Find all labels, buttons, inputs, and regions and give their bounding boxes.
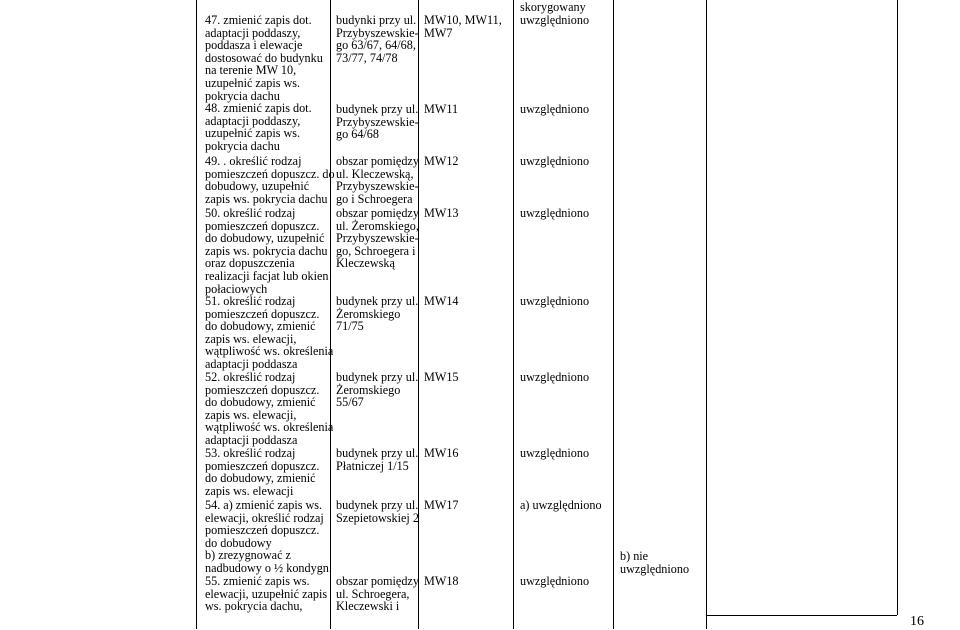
zone-cell: MW13 — [424, 206, 459, 220]
location-cell: budynek przy ul. Przybyszewskie- go 64/68 — [336, 102, 419, 142]
page-number: 16 — [910, 614, 924, 629]
table-column-divider — [613, 0, 614, 629]
table-border-right — [897, 0, 898, 615]
decision-cell: uwzględniono — [520, 370, 590, 384]
zone-cell: MW16 — [424, 446, 459, 460]
location-cell: obszar pomiędzy ul. Żeromskiego, Przybyszewskie- go, Schroegera i Kleczewską — [336, 206, 419, 271]
table-border-bottom — [706, 615, 897, 616]
location-cell: obszar pomiędzy ul. Kleczewską, Przybyszewskie- go i Schroegera — [336, 154, 419, 206]
location-cell: obszar pomiędzy ul. Schroegera, Kleczewski i — [336, 574, 419, 614]
request-cell: 55. zmienić zapis ws. elewacji, uzupełnić zapis ws. pokrycia dachu, — [205, 574, 328, 614]
request-cell: 47. zmienić zapis dot. adaptacji poddaszy, poddasza i elewacje dostosować do budynku na terenie MW 10, uzupełnić zapis ws. pokrycia dachu 48. zmienić zapis dot. adaptacji poddaszy, uzupełnić zapis ws. pokrycia dachu — [205, 13, 323, 153]
location-cell: budynek przy ul. Szepietowskiej 2 — [336, 498, 419, 525]
zone-cell: MW18 — [424, 574, 459, 588]
zone-cell: MW11 — [424, 102, 459, 116]
location-cell: budynek przy ul. Żeromskiego 55/67 — [336, 370, 419, 410]
decision-cell: uwzględniono — [520, 206, 590, 220]
request-cell: 53. określić rodzaj pomieszczeń dopuszcz. do dobudowy, zmienić zapis ws. elewacji — [205, 446, 320, 498]
decision-cell: skorygowany uwzględniono — [520, 0, 590, 27]
location-cell: budynki przy ul. Przybyszewskie- go 63/67, 64/68, 73/77, 74/78 — [336, 13, 419, 65]
decision-b-cell: b) nie uwzględniono — [620, 549, 690, 576]
table-column-divider — [513, 0, 514, 629]
zone-cell: MW17 — [424, 498, 459, 512]
request-cell: 52. określić rodzaj pomieszczeń dopuszcz. do dobudowy, zmienić zapis ws. elewacji, wątpliwość ws. określenia adaptacji poddasza — [205, 370, 334, 447]
table-border-left — [196, 0, 197, 629]
decision-cell: uwzględniono — [520, 574, 590, 588]
decision-cell: uwzględniono — [520, 446, 590, 460]
request-cell: 49. . określić rodzaj pomieszczeń dopuszcz. do dobudowy, uzupełnić zapis ws. pokrycia dachu — [205, 154, 335, 206]
decision-cell: a) uwzględniono — [520, 498, 602, 512]
location-cell: budynek przy ul. Żeromskiego 71/75 — [336, 294, 419, 334]
zone-cell: MW15 — [424, 370, 459, 384]
decision-cell: uwzględniono — [520, 154, 590, 168]
request-cell: 50. określić rodzaj pomieszczeń dopuszcz. do dobudowy, uzupełnić zapis ws. pokrycia dachu oraz dopuszczenia realizacji facjat lub okien połaciowych — [205, 206, 329, 296]
zone-cell: MW10, MW11, MW7 — [424, 13, 502, 40]
table-column-divider — [706, 0, 707, 629]
zone-cell: MW14 — [424, 294, 459, 308]
decision-cell: uwzględniono — [520, 102, 590, 116]
zone-cell: MW12 — [424, 154, 459, 168]
decision-cell: uwzględniono — [520, 294, 590, 308]
request-cell: 54. a) zmienić zapis ws. elewacji, określić rodzaj pomieszczeń dopuszcz. do dobudowy b) zrezygnować z nadbudowy o ½ kondygn. — [205, 498, 332, 575]
request-cell: 51. określić rodzaj pomieszczeń dopuszcz. do dobudowy, zmienić zapis ws. elewacji, wątpliwość ws. określenia adaptacji poddasza — [205, 294, 334, 371]
location-cell: budynek przy ul. Płatniczej 1/15 — [336, 446, 419, 473]
